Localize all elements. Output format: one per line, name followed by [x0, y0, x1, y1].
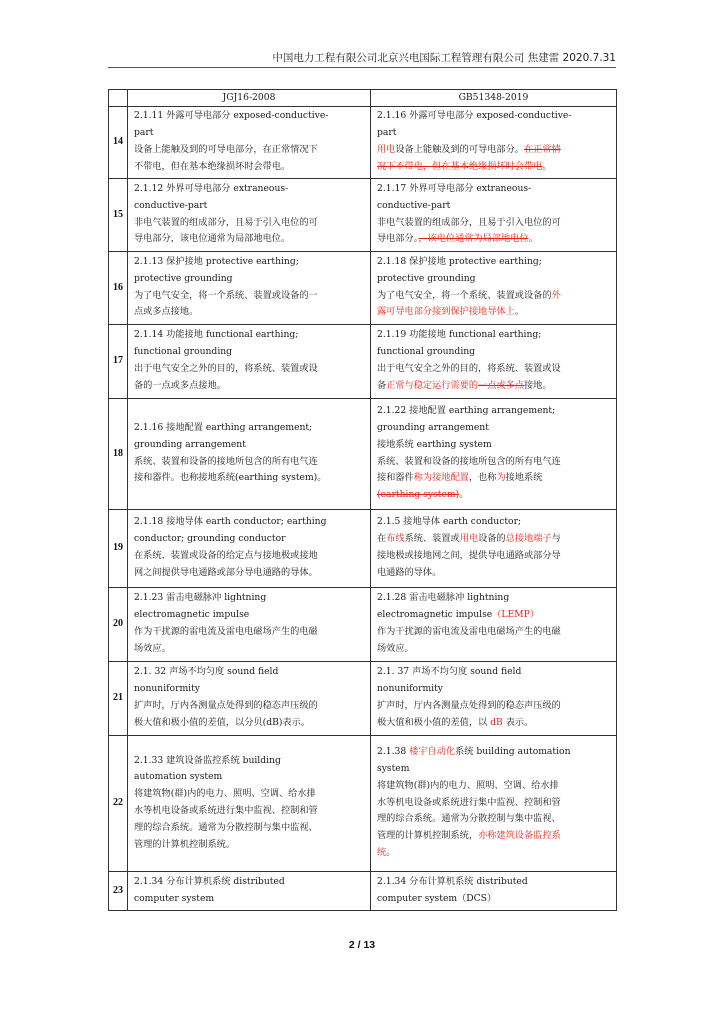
text-segment: 2.1.11 外露可导电部分 exposed-conductive- [134, 110, 329, 122]
text-segment: conductive-part [134, 199, 208, 211]
text-segment: 电通路的导体。 [377, 566, 442, 578]
new-standard-cell [371, 399, 617, 510]
text-segment: 作为干扰源的雷电流及雷电电磁场产生的电磁 [134, 626, 318, 637]
text-line [377, 125, 611, 142]
text-line [134, 288, 365, 305]
text-line [377, 215, 611, 232]
text-line [134, 769, 365, 786]
text-segment: 设备上能触及到的可导电部分，在正常情况下 [134, 144, 318, 155]
text-line [377, 715, 611, 732]
text-line [377, 361, 611, 378]
text-line [377, 420, 611, 437]
row-number: 22 [109, 736, 128, 872]
new-standard-cell [371, 736, 617, 872]
text-segment: 接地极或接地网之间，提供导电通路或部分导 [377, 550, 561, 561]
deleted-text: 一点或多点 [478, 379, 524, 391]
text-line [134, 142, 365, 159]
text-segment: 表示。 [502, 716, 534, 728]
table-row [109, 325, 617, 399]
row-number: 14 [109, 107, 128, 179]
text-line [134, 361, 365, 378]
text-line [134, 181, 365, 198]
text-segment: 管理的计算机控制系统。 [134, 838, 236, 850]
text-line [377, 181, 611, 198]
text-segment: 。 [386, 846, 396, 858]
old-standard-cell [128, 736, 371, 872]
text-line [377, 514, 611, 531]
text-segment: 为了电气安全，将一个系统、装置或设备的一 [134, 289, 318, 301]
text-segment: 。 [514, 306, 524, 318]
text-segment: 接和器件 [377, 472, 414, 484]
row-number: 18 [109, 399, 128, 510]
text-line [377, 198, 611, 215]
text-segment: 水等机电设备或系统进行集中监视、控制和管 [134, 805, 318, 816]
text-line [134, 590, 365, 607]
text-segment: 在系统、装置或设备的给定点与接地极或接地 [134, 550, 318, 561]
old-standard-cell [128, 662, 371, 736]
page-number: 2 / 13 [348, 939, 376, 951]
text-line [377, 641, 611, 658]
added-text: 露可导电部分接到保护接地导体上 [377, 306, 515, 318]
text-segment: 为了电气安全，将一个系统、装置或设备的 [377, 289, 552, 301]
text-line [134, 753, 365, 770]
row-number: 19 [109, 510, 128, 588]
text-line [134, 698, 365, 715]
text-line [377, 744, 611, 761]
text-line [377, 664, 611, 681]
text-line [377, 470, 611, 487]
table-row [109, 588, 617, 662]
text-line [134, 514, 365, 531]
text-line [134, 437, 365, 454]
text-line [377, 271, 611, 288]
added-text: （LEMP） [492, 609, 540, 621]
text-segment: 。 [459, 489, 469, 501]
text-segment: 导电部分，该电位通常为局部地电位。 [134, 233, 291, 245]
text-segment: 2.1.23 雷击电磁脉冲 lightning [134, 592, 267, 604]
text-line [377, 795, 611, 812]
text-line [134, 271, 365, 288]
text-segment: 接地。 [524, 379, 552, 391]
text-segment: 将建筑物(群)内的电力、照明、空调、给水排 [134, 788, 316, 800]
text-segment: part [134, 127, 154, 139]
text-line [134, 420, 365, 437]
text-segment: 系统、装置和设备的接地所包含的所有电气连 [377, 455, 561, 467]
text-segment: 2.1.16 接地配置 earthing arrangement; [134, 421, 313, 433]
text-line [377, 845, 611, 862]
text-segment: 2.1.17 外界可导电部分 extraneous- [377, 182, 532, 194]
text-segment: part [377, 127, 397, 139]
text-segment: 2.1.12 外界可导电部分 extraneous- [134, 182, 289, 194]
text-segment: electromagnetic impulse [134, 609, 250, 621]
text-segment: 极大值和极小值的差值，以分贝(dB)表示。 [134, 716, 310, 728]
new-standard-cell [371, 252, 617, 325]
text-line [134, 159, 365, 176]
text-line [377, 403, 611, 420]
text-line [134, 470, 365, 487]
text-line [377, 607, 611, 624]
text-segment: 。 [528, 233, 538, 245]
page-header: 中国电力工程有限公司北京兴电国际工程管理有限公司 焦建雷 2020.7.31 [272, 52, 616, 64]
text-line [134, 803, 365, 820]
text-segment: 场效应。 [134, 642, 171, 654]
text-segment: 扩声时，厅内各测量点处得到的稳态声压级的 [377, 700, 561, 711]
header-new-standard: GB51348-2019 [371, 90, 617, 107]
text-line [134, 786, 365, 803]
text-line [134, 125, 365, 142]
table-row [109, 107, 617, 179]
text-line [134, 304, 365, 321]
text-segment: grounding arrangement [134, 438, 246, 450]
text-line [134, 607, 365, 624]
text-line [134, 108, 365, 125]
deleted-text: (earthing system) [377, 489, 460, 501]
text-line [377, 891, 611, 908]
text-segment: 在 [377, 533, 387, 545]
text-line [134, 715, 365, 732]
old-standard-cell [128, 252, 371, 325]
row-number: 17 [109, 325, 128, 399]
text-segment: 扩声时，厅内各测量点处得到的稳态声压级的 [134, 700, 318, 711]
header-old-standard: JGJ16-2008 [128, 90, 371, 107]
text-segment: functional grounding [134, 346, 233, 358]
text-segment: system [377, 763, 410, 774]
text-segment: 系统、装置或 [404, 533, 460, 545]
text-segment: 备的一点或多点接地。 [134, 379, 226, 391]
text-segment: 2.1.13 保护接地 protective earthing; [134, 255, 299, 267]
text-line [134, 891, 365, 908]
text-segment: 2.1.18 保护接地 protective earthing; [377, 255, 542, 267]
text-segment: nonuniformity [134, 683, 200, 695]
text-line [377, 531, 611, 548]
old-standard-cell [128, 325, 371, 399]
text-segment: grounding arrangement [377, 421, 489, 433]
added-text: dB [490, 716, 503, 728]
text-line [134, 837, 365, 854]
text-segment: 2.1.14 功能接地 functional earthing; [134, 329, 299, 341]
text-segment: 。 [542, 160, 552, 172]
text-segment: 设备上能触及到的可导电部分。 [395, 144, 524, 155]
text-line [377, 828, 611, 845]
text-line [377, 304, 611, 321]
row-number: 15 [109, 179, 128, 252]
text-segment: 非电气装置的组成部分，且易于引入电位的可 [377, 216, 561, 228]
text-line [134, 198, 365, 215]
text-segment: 水等机电设备或系统进行集中监视、控制和管 [377, 796, 561, 808]
text-line [134, 874, 365, 891]
text-segment: 2.1.16 外露可导电部分 exposed-conductive- [377, 110, 572, 122]
text-segment: automation system [134, 771, 223, 783]
text-segment: 理的综合系统。通常为分散控制与集中监视、 [377, 813, 561, 825]
new-standard-cell [371, 588, 617, 662]
text-segment: 将建筑物(群)内的电力、照明、空调、给水排 [377, 779, 559, 791]
text-line [134, 641, 365, 658]
text-line [377, 590, 611, 607]
text-segment: 与 [551, 533, 561, 545]
text-line [377, 454, 611, 471]
added-text: 为 [496, 472, 506, 484]
new-standard-cell [371, 510, 617, 588]
new-standard-cell [371, 325, 617, 399]
text-line [134, 820, 365, 837]
text-line [134, 327, 365, 344]
text-line [377, 142, 611, 159]
row-number: 23 [109, 872, 128, 911]
old-standard-cell [128, 588, 371, 662]
text-segment: 导电部分。 [377, 233, 419, 245]
text-segment: 出于电气安全之外的目的，将系统、装置或设 [377, 363, 561, 374]
new-standard-cell [371, 107, 617, 179]
header-rule [108, 67, 616, 68]
text-segment: 2.1. 37 声场不均匀度 sound field [377, 666, 522, 678]
table-row [109, 662, 617, 736]
text-segment: 2.1.33 建筑设备监控系统 building [134, 754, 281, 766]
added-text: 布线 [386, 533, 405, 545]
text-segment: 接和器件。也称接地系统(earthing system)。 [134, 472, 327, 484]
old-standard-cell [128, 510, 371, 588]
text-segment: 理的综合系统。通常为分散控制与集中监视、 [134, 821, 318, 833]
text-segment: 设备的 [478, 533, 506, 545]
added-text: 称为接地配置 [413, 472, 469, 484]
header-num-cell [109, 90, 128, 107]
text-line [377, 254, 611, 271]
text-segment: 出于电气安全之外的目的，将系统、装置或设 [134, 363, 318, 374]
added-text: 亦称建筑设备监控系 [478, 830, 561, 842]
table-row [109, 736, 617, 872]
text-segment: electromagnetic impulse [377, 609, 493, 621]
text-segment: 2.1.5 接地导体 earth conductor; [377, 516, 522, 528]
old-standard-cell [128, 179, 371, 252]
table-row [109, 179, 617, 252]
text-segment: 管理的计算机控制系统， [377, 830, 479, 842]
text-line [134, 344, 365, 361]
table-body [109, 107, 617, 911]
text-segment: conductive-part [377, 199, 451, 211]
text-line [377, 231, 611, 248]
table-row [109, 399, 617, 510]
table-row [109, 510, 617, 588]
text-line [377, 487, 611, 504]
added-text: 用电 [459, 533, 479, 545]
text-segment: 作为干扰源的雷电流及雷电电磁场产生的电磁 [377, 626, 561, 637]
text-segment: 2.1.18 接地导体 earth conductor; earthing [134, 516, 327, 528]
text-line [377, 565, 611, 582]
comparison-table [108, 89, 617, 911]
text-segment: protective grounding [377, 272, 476, 284]
text-line [134, 215, 365, 232]
text-line [377, 778, 611, 795]
table-row [109, 872, 617, 911]
table-row [109, 252, 617, 325]
text-segment: 2.1.34 分布计算机系统 distributed [134, 875, 285, 887]
new-standard-cell [371, 179, 617, 252]
text-line [377, 874, 611, 891]
text-segment: conductor; grounding conductor [134, 533, 286, 545]
text-segment: 系统 building automation [455, 746, 571, 758]
text-line [134, 548, 365, 565]
text-line [377, 344, 611, 361]
text-line [134, 565, 365, 582]
text-line [134, 624, 365, 641]
text-segment: 2.1.28 雷击电磁脉冲 lightning [377, 592, 510, 604]
text-segment: computer system [134, 892, 215, 904]
text-line [134, 378, 365, 395]
text-line [377, 811, 611, 828]
deleted-text: ，该电位通常为局部地电位 [418, 233, 529, 245]
text-segment: ，也称 [468, 472, 497, 484]
text-segment: 接地系统 earthing system [377, 438, 492, 450]
new-standard-cell [371, 872, 617, 911]
text-line [377, 681, 611, 698]
text-segment: functional grounding [377, 346, 476, 358]
text-line [134, 254, 365, 271]
text-segment: 系统、装置和设备的接地所包含的所有电气连 [134, 455, 318, 467]
text-line [377, 288, 611, 305]
text-segment: 接地系统 [505, 472, 543, 484]
added-text: 统 [377, 846, 387, 858]
text-line [377, 624, 611, 641]
text-segment: 点或多点接地。 [134, 306, 199, 318]
text-segment: 非电气装置的组成部分，且易于引入电位的可 [134, 216, 318, 228]
text-line [134, 454, 365, 471]
row-number: 20 [109, 588, 128, 662]
text-segment: computer system（DCS） [377, 892, 497, 904]
table-header-row [109, 90, 617, 107]
old-standard-cell [128, 107, 371, 179]
added-text: 外 [551, 289, 561, 301]
text-line [134, 231, 365, 248]
text-segment: 备 [377, 379, 387, 391]
text-line [377, 548, 611, 565]
text-segment: 2.1.34 分布计算机系统 distributed [377, 875, 528, 887]
deleted-text: 况下不带电，但在基本绝缘损坏时会带电 [377, 160, 543, 172]
added-text: 正常与稳定运行需要的 [386, 379, 479, 391]
text-segment: 场效应。 [377, 642, 414, 654]
text-line [134, 681, 365, 698]
text-line [134, 531, 365, 548]
text-line [377, 437, 611, 454]
text-line [377, 698, 611, 715]
text-segment: 2.1. 32 声场不均匀度 sound field [134, 666, 279, 678]
text-line [134, 664, 365, 681]
old-standard-cell [128, 872, 371, 911]
added-text: 楼宇自动化 [409, 746, 456, 758]
text-segment: 2.1.38 [377, 746, 410, 758]
old-standard-cell [128, 399, 371, 510]
text-segment: 2.1.19 功能接地 functional earthing; [377, 329, 542, 341]
text-line [377, 761, 611, 778]
row-number: 21 [109, 662, 128, 736]
text-line [377, 159, 611, 176]
text-segment: 极大值和极小值的差值，以 [377, 716, 491, 728]
text-segment: 网之间提供导电通路或部分导电通路的导体。 [134, 566, 318, 578]
text-line [377, 327, 611, 344]
text-segment: nonuniformity [377, 683, 443, 695]
added-text: 总接地端子 [505, 533, 552, 545]
row-number: 16 [109, 252, 128, 325]
deleted-text: 在正常情 [524, 144, 561, 155]
text-segment: 不带电，但在基本绝缘损坏时会带电。 [134, 160, 291, 172]
text-line [377, 378, 611, 395]
text-segment: 2.1.22 接地配置 earthing arrangement; [377, 405, 556, 417]
new-standard-cell [371, 662, 617, 736]
added-text: 用电 [377, 144, 396, 155]
text-line [377, 108, 611, 125]
text-segment: protective grounding [134, 272, 233, 284]
